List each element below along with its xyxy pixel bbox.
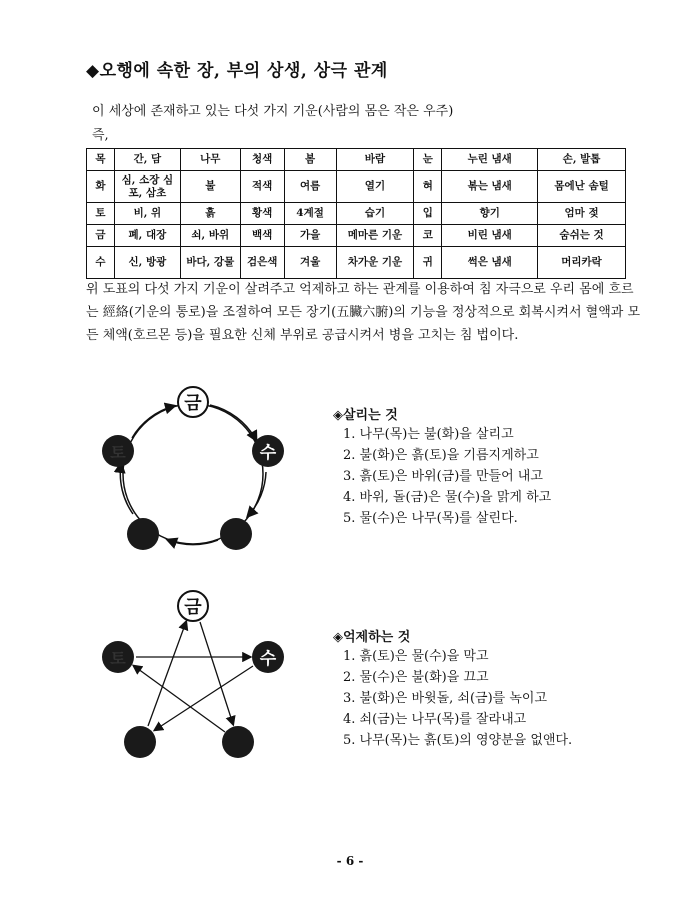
table-cell: 폐, 대장	[114, 225, 180, 247]
table-cell: 검은색	[240, 247, 284, 279]
star-node-earth	[102, 641, 134, 673]
table-cell: 메마른 기운	[336, 225, 414, 247]
table-cell: 열기	[336, 171, 414, 203]
star-node-wood	[222, 726, 254, 758]
table-cell: 비, 위	[114, 203, 180, 225]
table-cell: 누린 냄새	[442, 149, 538, 171]
list-item: 1. 나무(목)는 불(화)을 살리고	[343, 427, 514, 442]
table-cell: 숨쉬는 것	[538, 225, 626, 247]
list-item: 3. 불(화)은 바윗돌, 쇠(금)를 녹이고	[343, 691, 548, 706]
controlling-list	[343, 646, 572, 751]
star-arrow	[200, 622, 233, 724]
node-metal	[178, 387, 208, 417]
description-paragraph: 위 도표의 다섯 가지 기운이 살려주고 억제하고 하는 관계를 이용하여 침 자극으로 우리 몸에 흐르는 經絡(기운의 통로)을 조절하여 모든 장기(五臟六腑)의 기능을 정상적으로 회복시켜서 혈액과 모든 체액(호르몬 등)을 필요한 신체 부위로 공급시켜서 병을 고치는 침 법이다.	[86, 282, 641, 343]
table-cell: 향기	[442, 203, 538, 225]
table-cell: 머리카락	[538, 247, 626, 279]
table-cell: 황색	[240, 203, 284, 225]
star-node-metal	[178, 591, 208, 621]
table-cell: 습기	[336, 203, 414, 225]
table-cell: 수	[87, 247, 115, 279]
table-cell: 적색	[240, 171, 284, 203]
table-cell: 목	[87, 149, 115, 171]
table-cell: 비린 냄새	[442, 225, 538, 247]
node-wood	[220, 518, 252, 550]
table-cell: 쇠, 바위	[180, 225, 240, 247]
intro-line-1: 이 세상에 존재하고 있는 다섯 가지 기운(사람의 몸은 작은 우주)	[92, 104, 454, 119]
table-cell: 화	[87, 171, 115, 203]
table-cell: 흙	[180, 203, 240, 225]
list-item: 4. 바위, 돌(금)은 물(수)을 맑게 하고	[343, 490, 552, 505]
page-number: - 6 -	[336, 854, 364, 868]
table-cell: 백색	[240, 225, 284, 247]
table-cell: 토	[87, 203, 115, 225]
node-earth-label: 토	[110, 443, 126, 462]
cycle-arrow	[132, 406, 174, 438]
table-cell: 혀	[414, 171, 442, 203]
table-cell: 4계절	[284, 203, 336, 225]
intro-line-2: 즉,	[92, 128, 109, 143]
star-arrow	[148, 622, 186, 726]
table-cell: 가을	[284, 225, 336, 247]
table-row	[87, 203, 626, 225]
table-cell: 금	[87, 225, 115, 247]
star-node-fire	[124, 726, 156, 758]
node-earth	[102, 435, 134, 467]
list-item: 2. 불(화)은 흙(토)을 기름지게하고	[343, 448, 539, 463]
table-cell: 청색	[240, 149, 284, 171]
table-cell: 바람	[336, 149, 414, 171]
table-row	[87, 149, 626, 171]
table-cell: 썩은 냄새	[442, 247, 538, 279]
table-cell: 심, 소장 심포, 삼초	[114, 171, 180, 203]
table-cell: 귀	[414, 247, 442, 279]
table-cell: 불	[180, 171, 240, 203]
table-cell: 엄마 젖	[538, 203, 626, 225]
star-arrow	[134, 666, 225, 732]
table-row	[87, 225, 626, 247]
table-cell: 눈	[414, 149, 442, 171]
table-cell: 코	[414, 225, 442, 247]
node-fire	[127, 518, 159, 550]
table-cell: 차가운 기운	[336, 247, 414, 279]
five-elements-table	[86, 148, 626, 279]
list-item: 5. 나무(목)는 흙(토)의 영양분을 없앤다.	[343, 733, 573, 748]
table-cell: 간, 담	[114, 149, 180, 171]
table-row	[87, 171, 626, 203]
list-item: 5. 물(수)은 나무(목)를 살린다.	[343, 511, 518, 526]
controlling-heading: ◈억제하는 것	[333, 630, 411, 645]
star-node-earth-label: 토	[110, 649, 126, 668]
star-node-water-label: 수	[259, 649, 277, 669]
list-item: 1. 흙(토)은 물(수)을 막고	[343, 649, 489, 664]
table-cell: 봄	[284, 149, 336, 171]
controlling-star-diagram	[88, 586, 298, 766]
list-item: 2. 물(수)은 불(화)을 끄고	[343, 670, 489, 685]
table-cell: 여름	[284, 171, 336, 203]
generating-list	[343, 424, 551, 529]
list-item: 3. 흙(토)은 바위(금)를 만들어 내고	[343, 469, 543, 484]
table-cell: 신, 방광	[114, 247, 180, 279]
generating-cycle-diagram	[88, 384, 298, 554]
cycle-arrow	[210, 405, 256, 440]
table-cell: 나무	[180, 149, 240, 171]
star-node-water	[252, 641, 284, 673]
star-arrow	[155, 666, 253, 730]
list-item: 4. 쇠(금)는 나무(목)를 잘라내고	[343, 712, 527, 727]
table-cell: 몸에난 솜털	[538, 171, 626, 203]
table-cell: 겨울	[284, 247, 336, 279]
table-cell: 손, 발톱	[538, 149, 626, 171]
generating-heading: ◈살리는 것	[333, 408, 398, 423]
table-row	[87, 247, 626, 279]
node-water-label: 수	[259, 443, 277, 463]
node-water	[252, 435, 284, 467]
table-cell: 입	[414, 203, 442, 225]
node-metal-label: 금	[184, 393, 202, 414]
page-title: ◆오행에 속한 장, 부의 상생, 상극 관계	[86, 61, 388, 81]
table-cell: 볶는 냄새	[442, 171, 538, 203]
table-cell: 바다, 강물	[180, 247, 240, 279]
intro-text	[92, 100, 632, 148]
star-node-metal-label: 금	[184, 597, 202, 618]
